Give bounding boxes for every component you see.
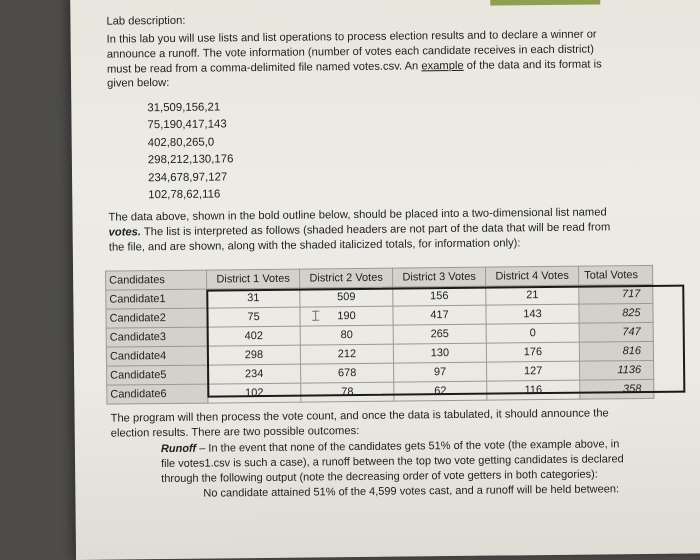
vote-cell: 31	[207, 288, 300, 308]
vote-cell: 102	[208, 383, 301, 403]
intro-line-1: In this lab you will use lists and list operations to process election results and to declare a winner or	[106, 28, 597, 46]
runoff-line-1-rest: – In the event that none of the candidates gets 51% of the vote (the example above, in	[196, 438, 620, 455]
intro-line-3-end: of the data and its format is	[463, 58, 602, 72]
candidate-name: Candidate5	[107, 365, 208, 385]
vote-cell: 78	[301, 382, 394, 402]
vote-cell: 176	[486, 342, 579, 362]
candidate-name: Candidate6	[107, 384, 208, 404]
vote-cell: 75	[207, 307, 300, 327]
runoff-paragraph	[161, 437, 671, 487]
vote-cell: 80	[300, 325, 393, 345]
csv-line: 31,509,156,21	[147, 101, 221, 115]
outcomes-paragraph	[111, 406, 651, 442]
header-total: Total Votes	[579, 265, 653, 285]
example-link: example	[421, 59, 464, 72]
para2-line-2-rest: The list is interpreted as follows (shaded headers are not part of the data that will be read from	[140, 221, 611, 239]
total-cell: 358	[580, 379, 654, 399]
vote-cell: 234	[208, 364, 301, 384]
total-cell: 747	[579, 322, 653, 342]
vote-cell: 0	[486, 323, 579, 343]
total-cell: 717	[579, 284, 653, 304]
header-district-2: District 2 Votes	[300, 268, 393, 288]
vote-cell: 265	[393, 324, 486, 344]
csv-line: 75,190,417,143	[147, 118, 227, 132]
lower-line-1: The program will then process the vote count, and once the data is tabulated, it should announce the	[110, 407, 609, 425]
candidate-name: Candidate3	[106, 327, 207, 347]
vote-cell: 62	[394, 381, 487, 401]
vote-cell: 678	[301, 363, 394, 383]
para2-line-3: the file, and are shown, along with the shaded italicized totals, for information only):	[108, 236, 521, 254]
intro-line-2: announce a runoff. The vote information (number of votes each candidate receives in each district)	[106, 43, 594, 61]
votes-variable: votes.	[108, 226, 142, 239]
document-page	[70, 0, 700, 560]
csv-line: 402,80,265,0	[147, 136, 215, 150]
candidate-name: Candidate4	[106, 346, 207, 366]
intro-line-4: given below:	[107, 77, 170, 91]
candidate-name: Candidate2	[106, 308, 207, 328]
vote-cell: 417	[393, 305, 486, 325]
vote-cell: 116	[487, 380, 580, 400]
heading-text: Lab description:	[106, 14, 186, 28]
green-sticky-tab	[490, 0, 600, 6]
runoff-label: Runoff	[160, 442, 197, 456]
runoff-line-3: through the following output (note the decreasing order of vote getters in both categories):	[161, 468, 598, 486]
vote-cell: 130	[393, 343, 486, 363]
lower-line-2: election results. There are two possible outcomes:	[110, 424, 360, 440]
candidate-name: Candidate1	[106, 289, 207, 309]
csv-line: 102,78,62,116	[148, 188, 221, 202]
runoff-announcement: No candidate attained 51% of the 4,599 votes cast, and a runoff will be held between:	[203, 483, 620, 500]
total-cell: 825	[579, 303, 653, 323]
votes-table	[105, 265, 654, 405]
vote-cell: 190	[300, 306, 393, 326]
vote-cell: 509	[300, 287, 393, 307]
table-description-paragraph	[108, 205, 648, 255]
intro-line-3-start: must be read from a comma-delimited file named votes.csv. An	[106, 59, 422, 76]
vote-cell: 97	[394, 362, 487, 382]
vote-cell: 127	[487, 361, 580, 381]
csv-line: 234,678,97,127	[148, 170, 228, 184]
vote-cell: 212	[300, 344, 393, 364]
vote-cell: 156	[393, 286, 486, 306]
header-district-4: District 4 Votes	[486, 266, 579, 286]
intro-paragraph	[107, 27, 648, 92]
lab-heading	[106, 9, 646, 29]
csv-line: 298,212,130,176	[147, 153, 234, 167]
vote-cell: 402	[207, 326, 300, 346]
total-cell: 1136	[580, 360, 654, 380]
runoff-line-2: file votes1.csv is such a case), a runoff between the top two vote getting candidates is declared	[161, 453, 624, 471]
para2-line-1: The data above, shown in the bold outline below, should be placed into a two-dimensional list named	[108, 206, 607, 224]
text-cursor-icon: ⌶	[311, 307, 321, 324]
csv-sample-data	[147, 99, 234, 204]
header-candidates: Candidates	[106, 270, 207, 290]
vote-cell: 143	[486, 304, 579, 324]
vote-cell: 21	[486, 285, 579, 305]
header-district-3: District 3 Votes	[393, 267, 486, 287]
header-district-1: District 1 Votes	[207, 269, 300, 289]
total-cell: 816	[579, 341, 653, 361]
vote-cell: 298	[207, 345, 300, 365]
